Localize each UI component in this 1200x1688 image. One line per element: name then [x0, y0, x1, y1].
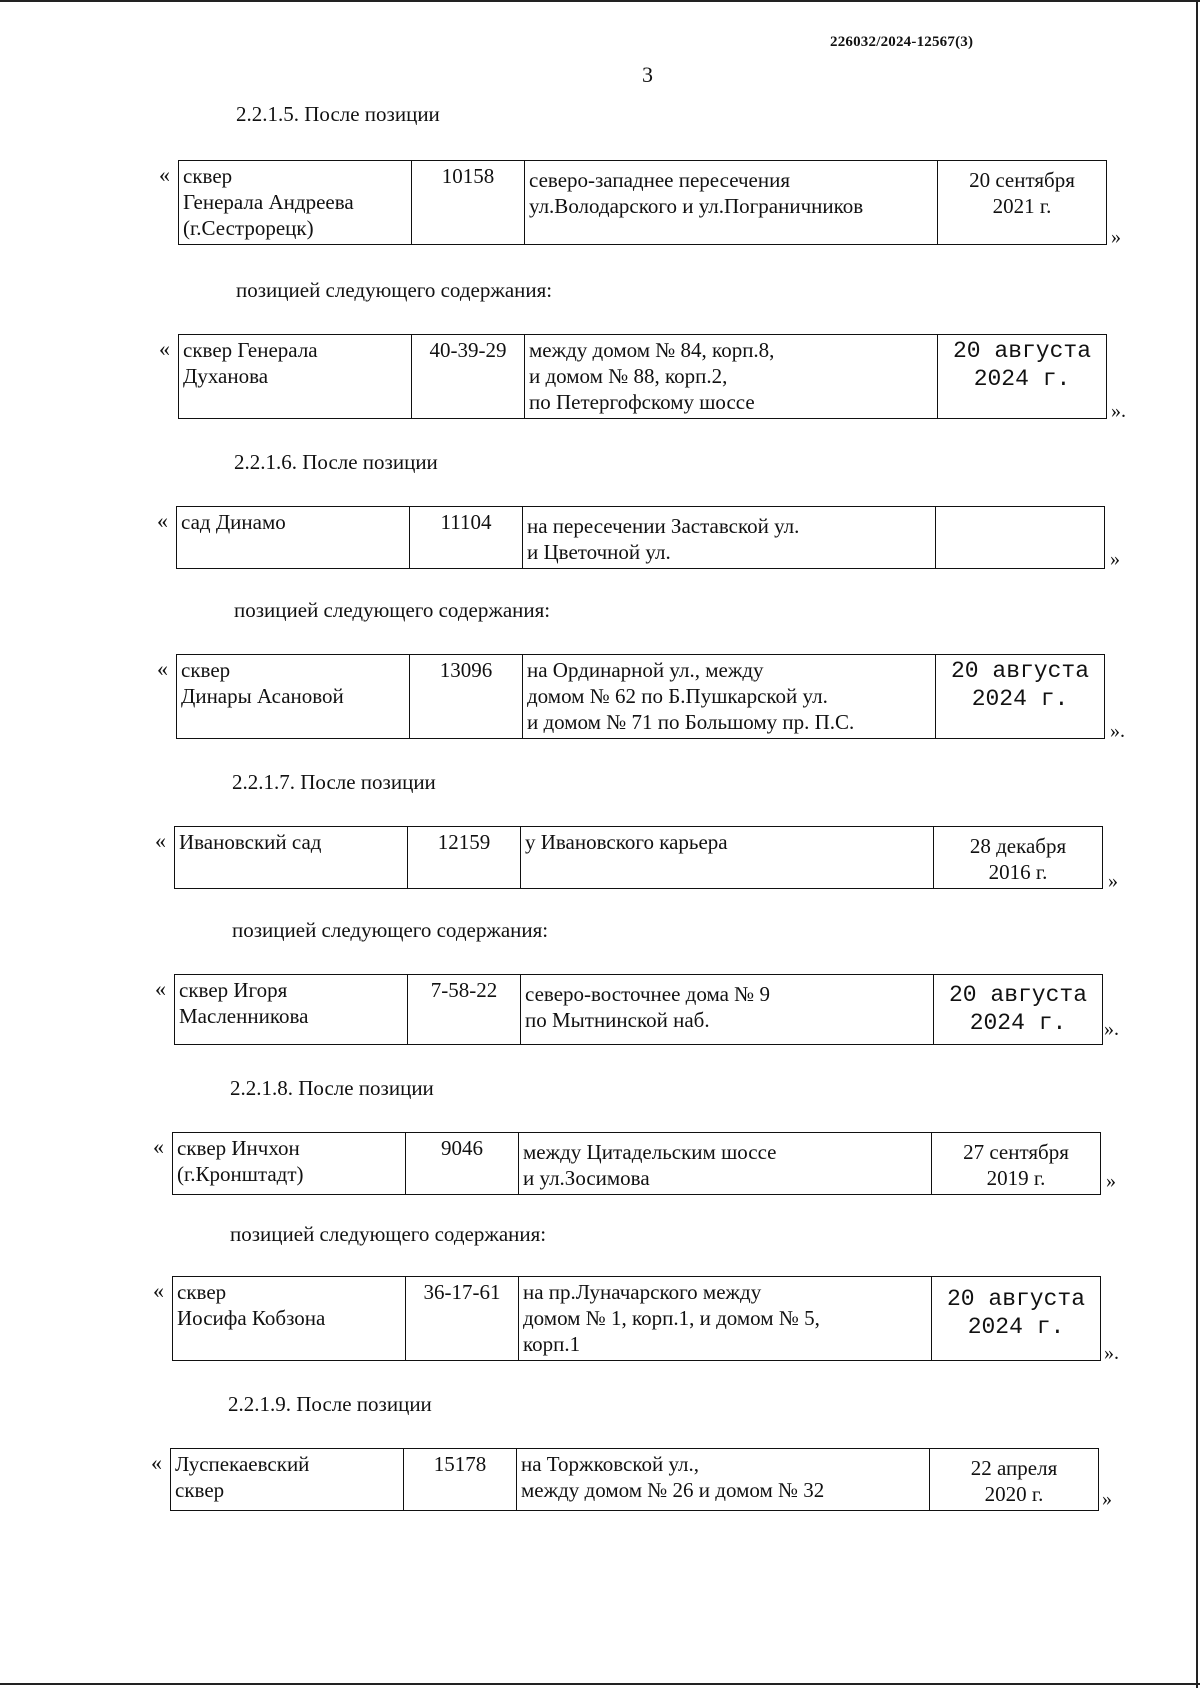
entry-address-line: по Мытнинской наб.	[525, 1008, 710, 1032]
entry-address-line: северо-восточнее дома № 9	[525, 982, 770, 1006]
entry-address-line: и Цветочной ул.	[527, 540, 671, 564]
entry-address-line: между домом № 26 и домом № 32	[521, 1478, 825, 1502]
entry-table-3	[176, 506, 1105, 569]
heading-2-2-1-8: 2.2.1.8. После позиции	[230, 1076, 434, 1100]
replacement-heading-4: позицией следующего содержания:	[230, 1222, 547, 1246]
entry-date-line: 28 декабря	[969, 834, 1067, 858]
entry-code-cell: 9046	[406, 1133, 519, 1195]
page-number: 3	[642, 62, 653, 87]
replacement-heading-1: позицией следующего содержания:	[236, 278, 553, 302]
entry-code-cell: 11104	[410, 507, 523, 569]
entry-name-line: сквер Инчхон	[177, 1136, 300, 1160]
entry-table-2	[178, 334, 1107, 419]
entry-address-line: домом № 62 по Б.Пушкарской ул.	[527, 684, 828, 708]
entry-date-cell	[934, 975, 1103, 1045]
entry-address-line: и ул.Зосимова	[523, 1166, 650, 1190]
entry-name-cell	[175, 827, 408, 889]
quote-open: «	[153, 1134, 164, 1159]
entry-date-cell	[932, 1277, 1101, 1361]
entry-date-cell	[938, 161, 1107, 245]
entry-name-cell	[177, 507, 410, 569]
entry-address-line: домом № 1, корп.1, и домом № 5,	[523, 1306, 820, 1330]
quote-open: «	[151, 1450, 162, 1475]
table-row	[173, 1277, 1101, 1361]
entry-date-line: 20 августа	[946, 1286, 1086, 1312]
heading-2-2-1-5: 2.2.1.5. После позиции	[236, 102, 440, 126]
entry-date-line: 22 апреля	[970, 1456, 1058, 1480]
entry-name-cell	[179, 335, 412, 419]
entry-name-line: (г.Сестрорецк)	[183, 216, 314, 240]
entry-address-cell	[517, 1449, 930, 1511]
table-row	[177, 507, 1105, 569]
entry-name-line: сквер	[177, 1280, 227, 1304]
entry-date-line: 2021 г.	[992, 194, 1052, 218]
table-row	[177, 655, 1105, 739]
entry-name-line: Ивановский сад	[179, 830, 322, 854]
entry-name-line: Духанова	[183, 364, 269, 388]
entry-name-cell	[173, 1133, 406, 1195]
replacement-heading-2: позицией следующего содержания:	[234, 598, 551, 622]
table-row	[179, 335, 1107, 419]
entry-name-line: Масленникова	[179, 1004, 309, 1028]
entry-date-line: 2024 г.	[973, 366, 1071, 392]
entry-date-cell	[930, 1449, 1099, 1511]
page-border-bottom	[0, 1683, 1200, 1685]
entry-name-line: сквер Игоря	[179, 978, 288, 1002]
entry-address-line: ул.Володарского и ул.Пограничников	[529, 194, 864, 218]
quote-close-dot: ».	[1110, 720, 1125, 742]
entry-code-cell: 12159	[408, 827, 521, 889]
entry-name-cell	[173, 1277, 406, 1361]
entry-name-line: сквер	[175, 1478, 225, 1502]
entry-address-line: на пересечении Заставской ул.	[527, 514, 800, 538]
entry-name-cell	[175, 975, 408, 1045]
entry-address-line: на Торжковской ул.,	[521, 1452, 699, 1476]
table-row	[175, 975, 1103, 1045]
entry-date-line: 20 августа	[950, 658, 1090, 684]
entry-code-cell: 36-17-61	[406, 1277, 519, 1361]
table-row	[171, 1449, 1099, 1511]
quote-close-dot: ».	[1104, 1342, 1119, 1364]
quote-close: »	[1111, 226, 1121, 248]
quote-open: «	[157, 508, 168, 533]
entry-date-line: 20 августа	[952, 338, 1092, 364]
entry-name-line: Луспекаевский	[175, 1452, 310, 1476]
entry-code-cell: 10158	[412, 161, 525, 245]
quote-close: »	[1110, 548, 1120, 570]
entry-date-cell	[934, 827, 1103, 889]
entry-table-6	[174, 974, 1103, 1045]
entry-table-8	[172, 1276, 1101, 1361]
quote-open: «	[159, 336, 170, 361]
entry-address-line: и домом № 88, корп.2,	[529, 364, 728, 388]
entry-date-line: 2019 г.	[986, 1166, 1046, 1190]
entry-address-line: между Цитадельским шоссе	[523, 1140, 777, 1164]
entry-address-line: по Петергофскому шоссе	[529, 390, 755, 414]
table-row	[179, 161, 1107, 245]
entry-name-line: Динары Асановой	[181, 684, 344, 708]
entry-code-cell: 13096	[410, 655, 523, 739]
quote-close-dot: ».	[1104, 1018, 1119, 1040]
entry-address-line: корп.1	[523, 1332, 581, 1356]
entry-date-line: 20 сентября	[969, 168, 1075, 192]
quote-close: »	[1106, 1170, 1116, 1192]
quote-close: »	[1102, 1488, 1112, 1510]
entry-address-line: и домом № 71 по Большому пр. П.С.	[527, 710, 855, 734]
document-number: 226032/2024-12567(3)	[830, 34, 974, 50]
entry-table-9	[170, 1448, 1099, 1511]
entry-address-line: на пр.Луначарского между	[523, 1280, 762, 1304]
entry-code-cell: 40-39-29	[412, 335, 525, 419]
quote-open: «	[157, 656, 168, 681]
entry-name-cell	[179, 161, 412, 245]
entry-table-4	[176, 654, 1105, 739]
entry-code-cell: 7-58-22	[408, 975, 521, 1045]
entry-name-line: Генерала Андреева	[183, 190, 354, 214]
entry-date-line: 20 августа	[948, 982, 1088, 1008]
entry-name-cell	[171, 1449, 404, 1511]
entry-date-cell	[938, 335, 1107, 419]
heading-2-2-1-6: 2.2.1.6. После позиции	[234, 450, 438, 474]
entry-name-line: сад Динамо	[181, 510, 286, 534]
quote-close: »	[1108, 870, 1118, 892]
entry-code-cell: 15178	[404, 1449, 517, 1511]
entry-address-cell	[519, 1133, 932, 1195]
entry-name-line: Иосифа Кобзона	[177, 1306, 326, 1330]
entry-name-cell	[177, 655, 410, 739]
entry-date-cell	[936, 507, 1105, 569]
entry-table-7	[172, 1132, 1101, 1195]
entry-date-line: 2024 г.	[967, 1314, 1065, 1340]
quote-open: «	[153, 1278, 164, 1303]
entry-address-cell	[523, 507, 936, 569]
entry-date-cell	[936, 655, 1105, 739]
page-border-top	[0, 0, 1200, 2]
entry-address-cell	[521, 827, 934, 889]
entry-table-1	[178, 160, 1107, 245]
entry-address-line: у Ивановского карьера	[525, 830, 728, 854]
entry-address-cell	[521, 975, 934, 1045]
entry-name-line: сквер Генерала	[183, 338, 318, 362]
page-border-right	[1196, 0, 1198, 1688]
quote-close-dot: ».	[1111, 400, 1126, 422]
entry-address-line: северо-западнее пересечения	[529, 168, 791, 192]
heading-2-2-1-9: 2.2.1.9. После позиции	[228, 1392, 432, 1416]
quote-open: «	[155, 976, 166, 1001]
entry-date-line: 2020 г.	[984, 1482, 1044, 1506]
entry-address-cell	[519, 1277, 932, 1361]
entry-table-5	[174, 826, 1103, 889]
entry-name-line: сквер	[183, 164, 233, 188]
entry-date-line: 2024 г.	[969, 1010, 1067, 1036]
quote-open: «	[155, 828, 166, 853]
heading-2-2-1-7: 2.2.1.7. После позиции	[232, 770, 436, 794]
entry-name-line: сквер	[181, 658, 231, 682]
replacement-heading-3: позицией следующего содержания:	[232, 918, 549, 942]
entry-address-cell	[523, 655, 936, 739]
entry-date-line: 2024 г.	[971, 686, 1069, 712]
entry-date-line: 2016 г.	[988, 860, 1048, 884]
table-row	[173, 1133, 1101, 1195]
entry-date-line: 27 сентября	[963, 1140, 1069, 1164]
entry-name-line: (г.Кронштадт)	[177, 1162, 304, 1186]
entry-address-line: между домом № 84, корп.8,	[529, 338, 775, 362]
entry-address-line: на Ординарной ул., между	[527, 658, 764, 682]
table-row	[175, 827, 1103, 889]
quote-open: «	[159, 162, 170, 187]
entry-date-cell	[932, 1133, 1101, 1195]
entry-address-cell	[525, 335, 938, 419]
entry-address-cell	[525, 161, 938, 245]
